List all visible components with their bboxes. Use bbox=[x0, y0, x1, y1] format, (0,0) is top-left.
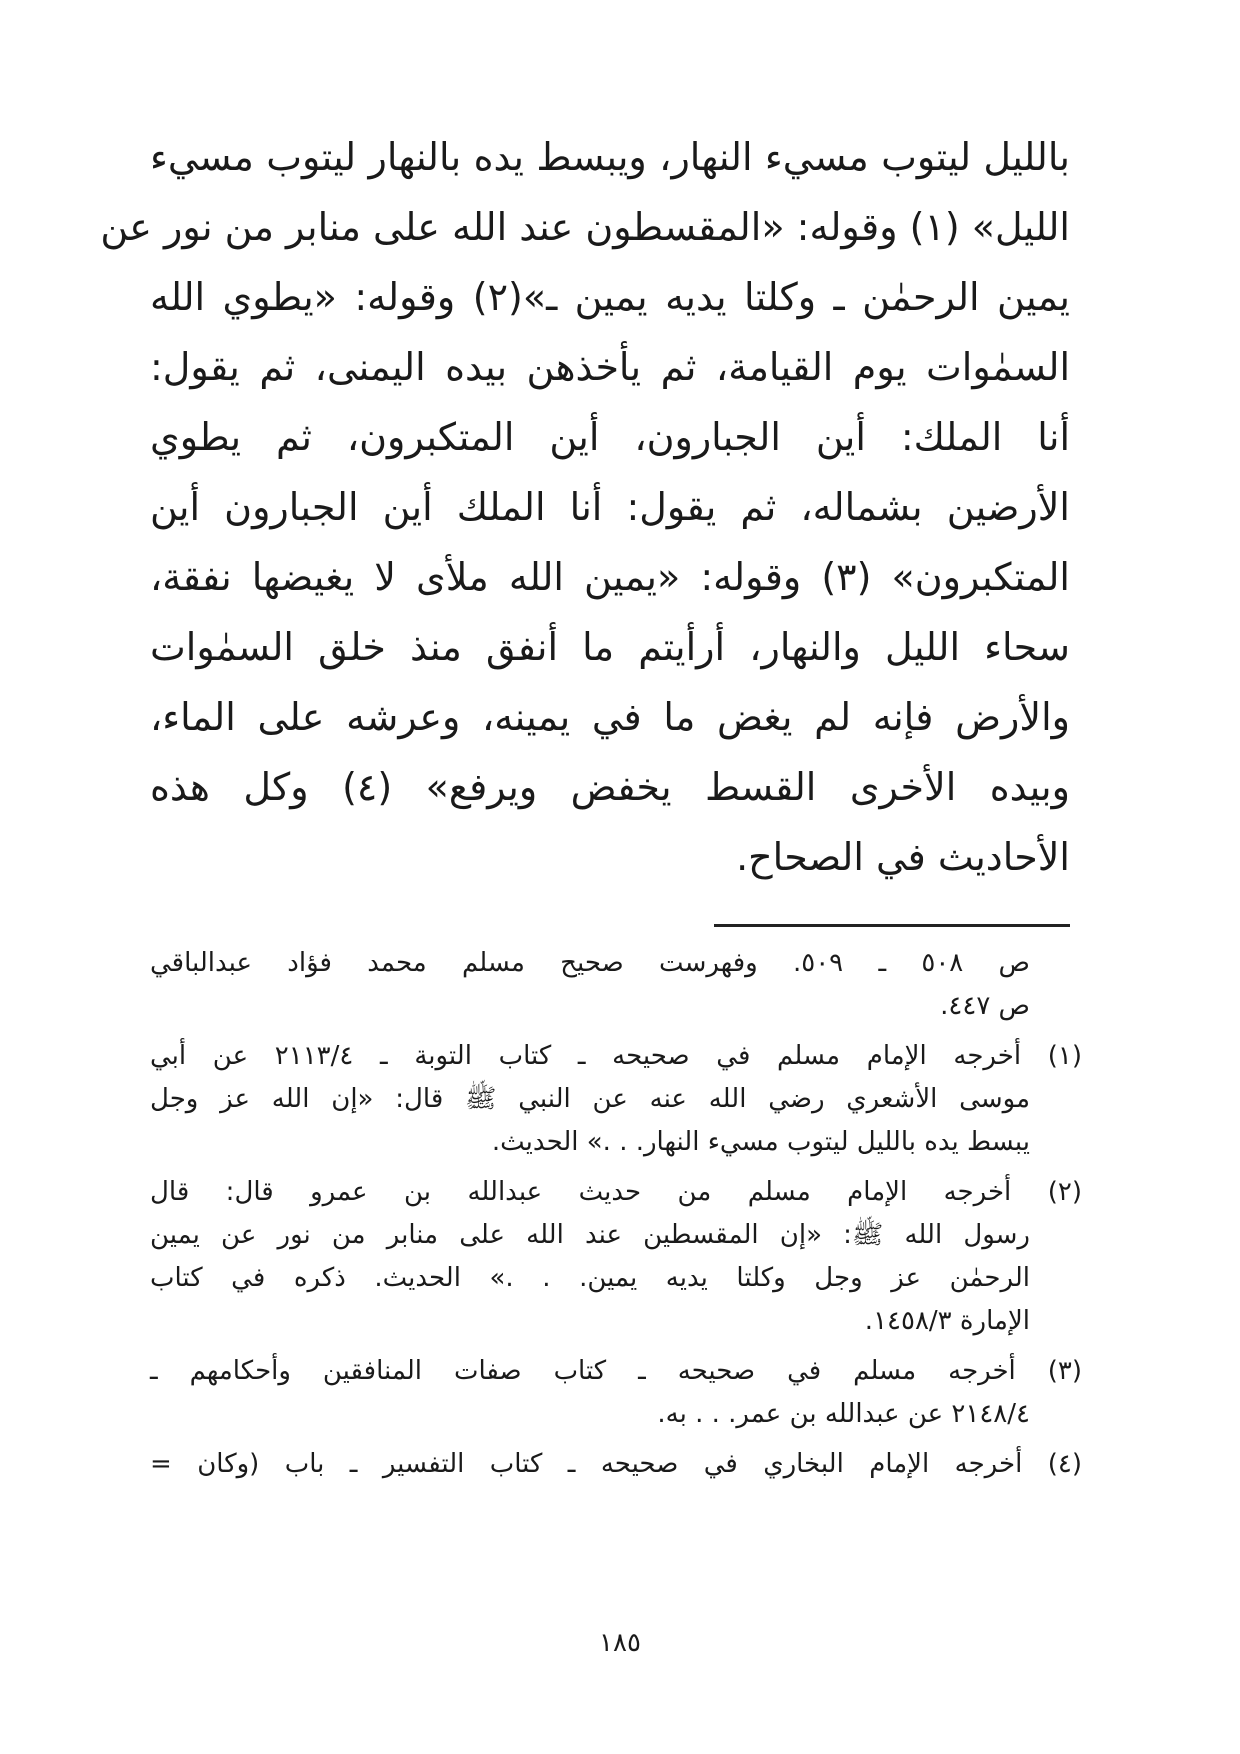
main-text-line: أنا الملك: أين الجبارون، أين المتكبرون، ثم يطوي bbox=[150, 415, 1070, 459]
main-text-line: المتكبرون» (٣) وقوله: «يمين الله ملأى لا يغيضها نفقة، bbox=[150, 555, 1070, 599]
main-text-line: يمين الرحمٰن ـ وكلتا يديه يمين ـ»(٢) وقوله: «يطوي الله bbox=[150, 275, 1070, 319]
footnote-continuation-line: ص ٤٤٧. bbox=[940, 991, 1030, 1021]
main-text-line: بالليل ليتوب مسيء النهار، ويبسط يده بالنهار ليتوب مسيء bbox=[150, 135, 1070, 179]
footnote-2-line: (٢) أخرجه الإمام مسلم من حديث عبدالله بن عمرو قال: قال bbox=[150, 1177, 1082, 1207]
footnote-1-line: (١) أخرجه الإمام مسلم في صحيحه ـ كتاب التوبة ـ ٢١١٣/٤ عن أبي bbox=[150, 1041, 1082, 1071]
main-text-line: سحاء الليل والنهار، أرأيتم ما أنفق منذ خلق السمٰوات bbox=[150, 625, 1070, 669]
footnote-2-line: الرحمٰن عز وجل وكلتا يديه يمين. . .» الحديث. ذكره في كتاب bbox=[150, 1263, 1030, 1293]
footnote-4-line: (٤) أخرجه الإمام البخاري في صحيحه ـ كتاب التفسير ـ باب (وكان = bbox=[150, 1449, 1082, 1479]
footnotes-block bbox=[150, 942, 1082, 1486]
main-text-line: الأحاديث في الصحاح. bbox=[736, 835, 1070, 879]
main-text-line: السمٰوات يوم القيامة، ثم يأخذهن بيده اليمنى، ثم يقول: bbox=[150, 345, 1070, 389]
footnote-continuation-line: ص ٥٠٨ ـ ٥٠٩. وفهرست صحيح مسلم محمد فؤاد عبدالباقي bbox=[150, 948, 1030, 978]
footnote-3-line: ٢١٤٨/٤ عن عبدالله بن عمر. . . به. bbox=[657, 1399, 1030, 1429]
main-text-line: والأرض فإنه لم يغض ما في يمينه، وعرشه على الماء، bbox=[150, 695, 1070, 739]
footnote-1-line: موسى الأشعري رضي الله عنه عن النبي ﷺ قال: «إن الله عز وجل bbox=[150, 1084, 1030, 1114]
footnote-3-line: (٣) أخرجه مسلم في صحيحه ـ كتاب صفات المنافقين وأحكامهم ـ bbox=[150, 1356, 1082, 1386]
footnote-2-line: الإمارة ١٤٥٨/٣. bbox=[864, 1306, 1030, 1336]
footnote-2-line: رسول الله ﷺ: «إن المقسطين عند الله على منابر من نور عن يمين bbox=[150, 1220, 1030, 1250]
page-number: ١٨٥ bbox=[599, 1628, 641, 1658]
main-text-block bbox=[100, 122, 1070, 892]
main-text-line: وبيده الأخرى القسط يخفض ويرفع» (٤) وكل هذه bbox=[150, 765, 1070, 809]
footnote-1-line: يبسط يده بالليل ليتوب مسيء النهار. . .» الحديث. bbox=[491, 1127, 1030, 1157]
main-text-line: الليل» (١) وقوله: «المقسطون عند الله على منابر من نور عن bbox=[100, 205, 1070, 249]
main-text-line: الأرضين بشماله، ثم يقول: أنا الملك أين الجبارون أين bbox=[150, 485, 1070, 529]
footnote-separator bbox=[714, 924, 1070, 927]
